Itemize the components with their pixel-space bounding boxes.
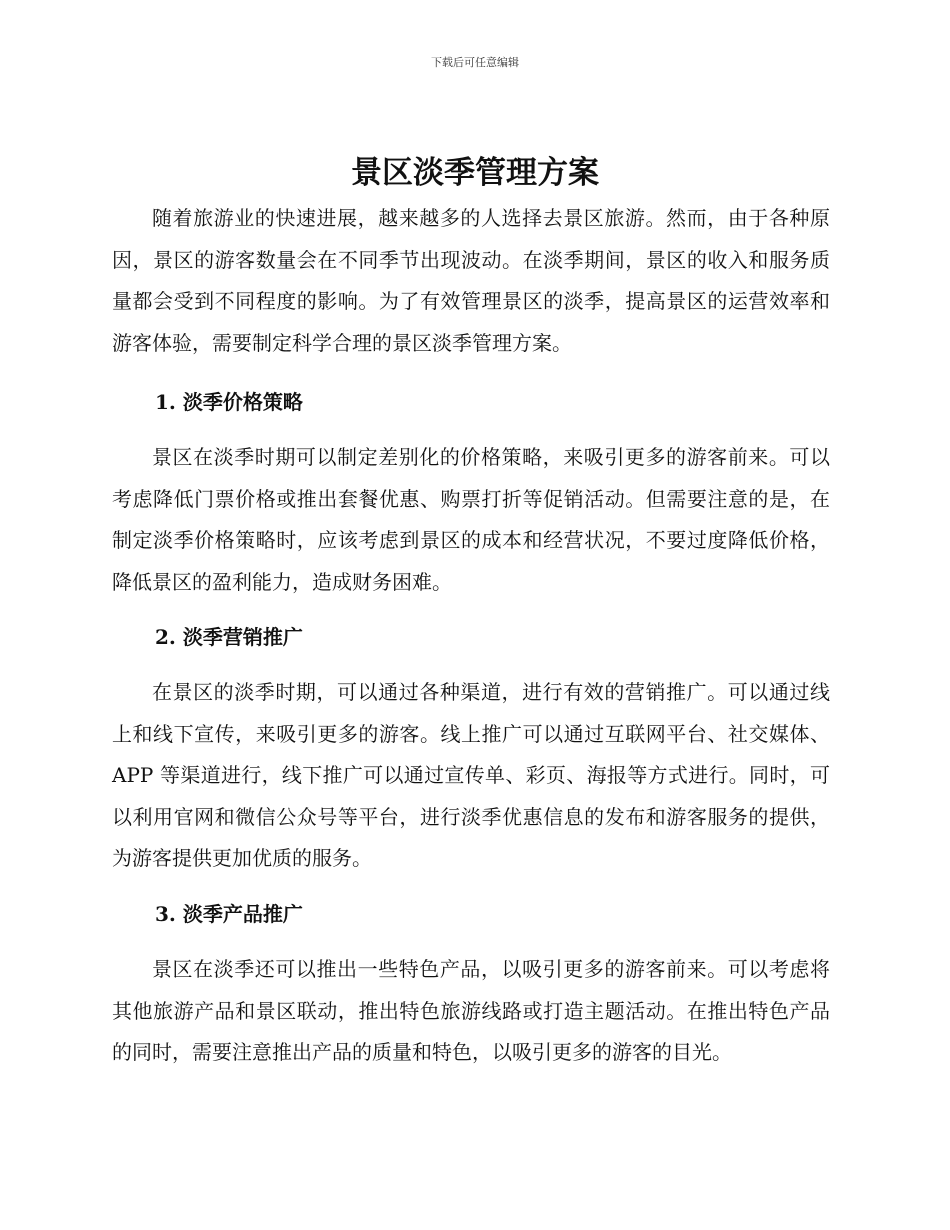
section-heading-products: 3. 淡季产品推广 bbox=[155, 902, 303, 926]
document-title: 景区淡季管理方案 bbox=[351, 155, 599, 191]
section-body-marketing: 在景区的淡季时期，可以通过各种渠道，进行有效的营销推广。可以通过线上和线下宣传，来吸引更多的游客。线上推广可以通过互联网平台、社交媒体、APP 等渠道进行，线下推广可以通过宣传单、彩页、海报等方式进行。同时，可以利用官网和微信公众号等平台，进行淡季优惠信息的发布和游客服务的提供，为游客提供更加优质的服务。 bbox=[112, 680, 830, 870]
page-header-note: 下载后可任意编辑 bbox=[431, 56, 519, 69]
section-heading-marketing: 2. 淡季营销推广 bbox=[155, 625, 303, 649]
intro-paragraph: 随着旅游业的快速进展，越来越多的人选择去景区旅游。然而，由于各种原因，景区的游客数量会在不同季节出现波动。在淡季期间，景区的收入和服务质量都会受到不同程度的影响。为了有效管理景区的淡季，提高景区的运营效率和游客体验，需要制定科学合理的景区淡季管理方案。 bbox=[112, 206, 830, 355]
section-body-price-strategy: 景区在淡季时期可以制定差别化的价格策略，来吸引更多的游客前来。可以考虑降低门票价格或推出套餐优惠、购票打折等促销活动。但需要注意的是，在制定淡季价格策略时，应该考虑到景区的成本和经营状况，不要过度降低价格，降低景区的盈利能力，造成财务困难。 bbox=[112, 445, 830, 594]
section-heading-price-strategy: 1. 淡季价格策略 bbox=[155, 390, 303, 414]
section-body-products: 景区在淡季还可以推出一些特色产品，以吸引更多的游客前来。可以考虑将其他旅游产品和景区联动，推出特色旅游线路或打造主题活动。在推出特色产品的同时，需要注意推出产品的质量和特色，以吸引更多的游客的目光。 bbox=[112, 957, 830, 1064]
